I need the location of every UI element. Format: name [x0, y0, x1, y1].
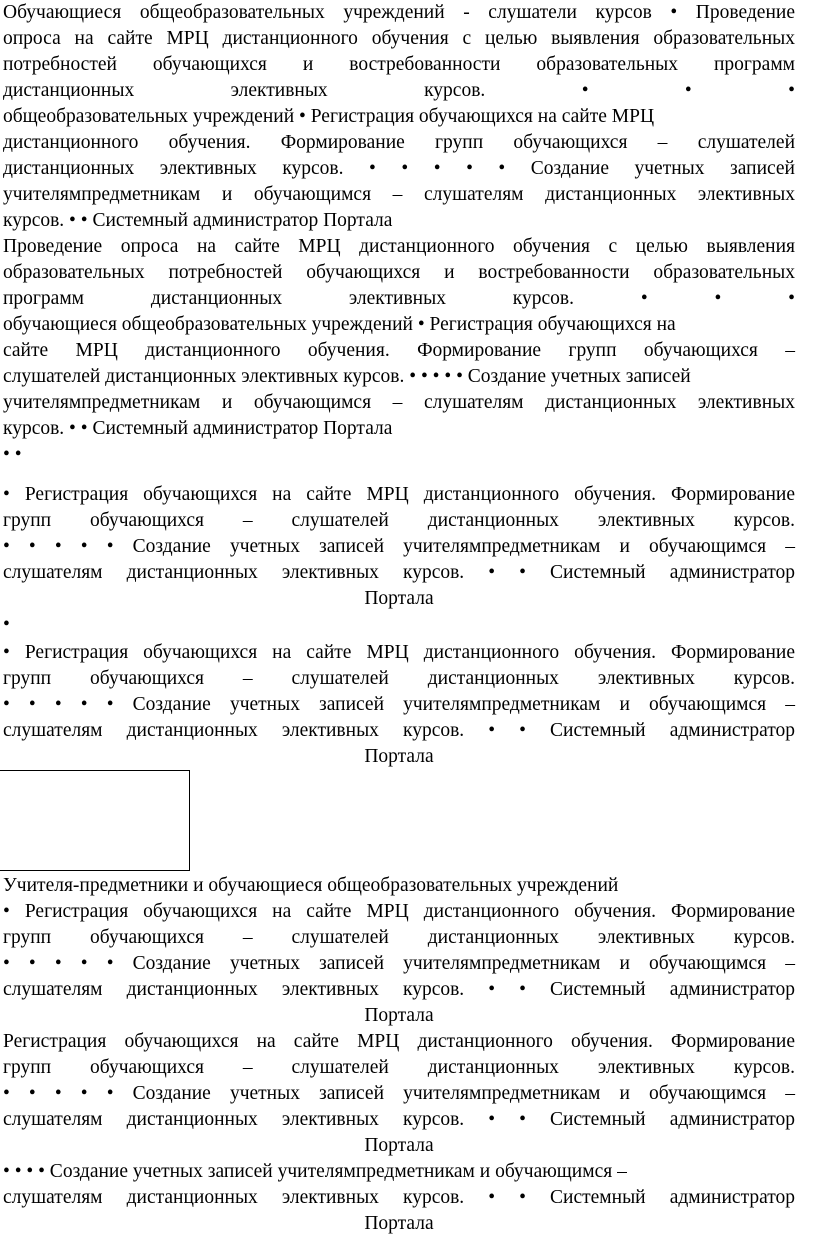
text-line: Обучающиеся общеобразовательных учреждений - слушатели курсов • Проведение: [3, 2, 795, 23]
text-line: дистанционного обучения. Формирование групп обучающихся – слушателей: [3, 132, 795, 153]
text-line: потребностей обучающихся и востребованности образовательных программ: [3, 54, 795, 75]
text-line: учителямпредметникам и обучающимся – слушателям дистанционных элективных: [3, 392, 795, 413]
text-line: сайте МРЦ дистанционного обучения. Формирование групп обучающихся –: [3, 340, 795, 361]
text-line: программ дистанционных элективных курсов. • • •: [3, 288, 795, 309]
text-line: групп обучающихся – слушателей дистанционных элективных курсов.: [3, 668, 795, 689]
text-line: курсов. • • Системный администратор Портала: [3, 210, 393, 231]
text-block-5: [3, 873, 795, 1237]
text-line: слушателям дистанционных элективных курсов. • • Системный администратор: [3, 562, 795, 583]
text-line: слушателям дистанционных элективных курсов. • • Системный администратор: [3, 1187, 795, 1208]
text-line: Портала: [364, 1213, 434, 1234]
text-line: Регистрация обучающихся на сайте МРЦ дистанционного обучения. Формирование: [3, 1031, 795, 1052]
text-line: • • • • • Создание учетных записей учителямпредметникам и обучающимся –: [3, 1083, 795, 1104]
text-line: слушателям дистанционных элективных курсов. • • Системный администратор: [3, 720, 795, 741]
text-line: • • • • • Создание учетных записей учителямпредметникам и обучающимся –: [3, 536, 795, 557]
text-line: дистанционных элективных курсов. • • •: [3, 80, 795, 101]
text-line: общеобразовательных учреждений • Регистрация обучающихся на сайте МРЦ: [3, 106, 655, 127]
text-block-4: [3, 640, 795, 770]
text-line: групп обучающихся – слушателей дистанционных элективных курсов.: [3, 1057, 795, 1078]
text-line: •: [3, 614, 10, 635]
text-line: • •: [3, 444, 22, 465]
text-line: • Регистрация обучающихся на сайте МРЦ дистанционного обучения. Формирование: [3, 901, 795, 922]
text-line: Портала: [364, 588, 434, 609]
text-line: групп обучающихся – слушателей дистанционных элективных курсов.: [3, 510, 795, 531]
text-line: дистанционных элективных курсов. • • • • • Создание учетных записей: [3, 158, 795, 179]
text-line: • • • • Создание учетных записей учителямпредметникам и обучающимся –: [3, 1161, 627, 1182]
text-block-3: [3, 482, 795, 638]
text-line: образовательных потребностей обучающихся и востребованности образовательных: [3, 262, 795, 283]
text-line: Портала: [364, 1135, 434, 1156]
empty-frame: [0, 770, 190, 871]
text-line: • Регистрация обучающихся на сайте МРЦ дистанционного обучения. Формирование: [3, 484, 795, 505]
text-block-2: [3, 234, 795, 468]
text-line: Учителя-предметники и обучающиеся общеобразовательных учреждений: [3, 875, 619, 896]
text-line: Проведение опроса на сайте МРЦ дистанционного обучения с целью выявления: [3, 236, 795, 257]
text-line: Портала: [364, 746, 434, 767]
text-line: слушателям дистанционных элективных курсов. • • Системный администратор: [3, 1109, 795, 1130]
text-line: слушателей дистанционных элективных курсов. • • • • • Создание учетных записей: [3, 366, 691, 387]
text-line: курсов. • • Системный администратор Портала: [3, 418, 393, 439]
text-line: • • • • • Создание учетных записей учителямпредметникам и обучающимся –: [3, 953, 795, 974]
text-line: учителямпредметникам и обучающимся – слушателям дистанционных элективных: [3, 184, 795, 205]
text-line: • Регистрация обучающихся на сайте МРЦ дистанционного обучения. Формирование: [3, 642, 795, 663]
text-line: опроса на сайте МРЦ дистанционного обучения с целью выявления образовательных: [3, 28, 795, 49]
text-line: слушателям дистанционных элективных курсов. • • Системный администратор: [3, 979, 795, 1000]
text-block-1: [3, 0, 795, 234]
text-line: групп обучающихся – слушателей дистанционных элективных курсов.: [3, 927, 795, 948]
text-line: • • • • • Создание учетных записей учителямпредметникам и обучающимся –: [3, 694, 795, 715]
text-line: Портала: [364, 1005, 434, 1026]
text-line: обучающиеся общеобразовательных учреждений • Регистрация обучающихся на: [3, 314, 676, 335]
